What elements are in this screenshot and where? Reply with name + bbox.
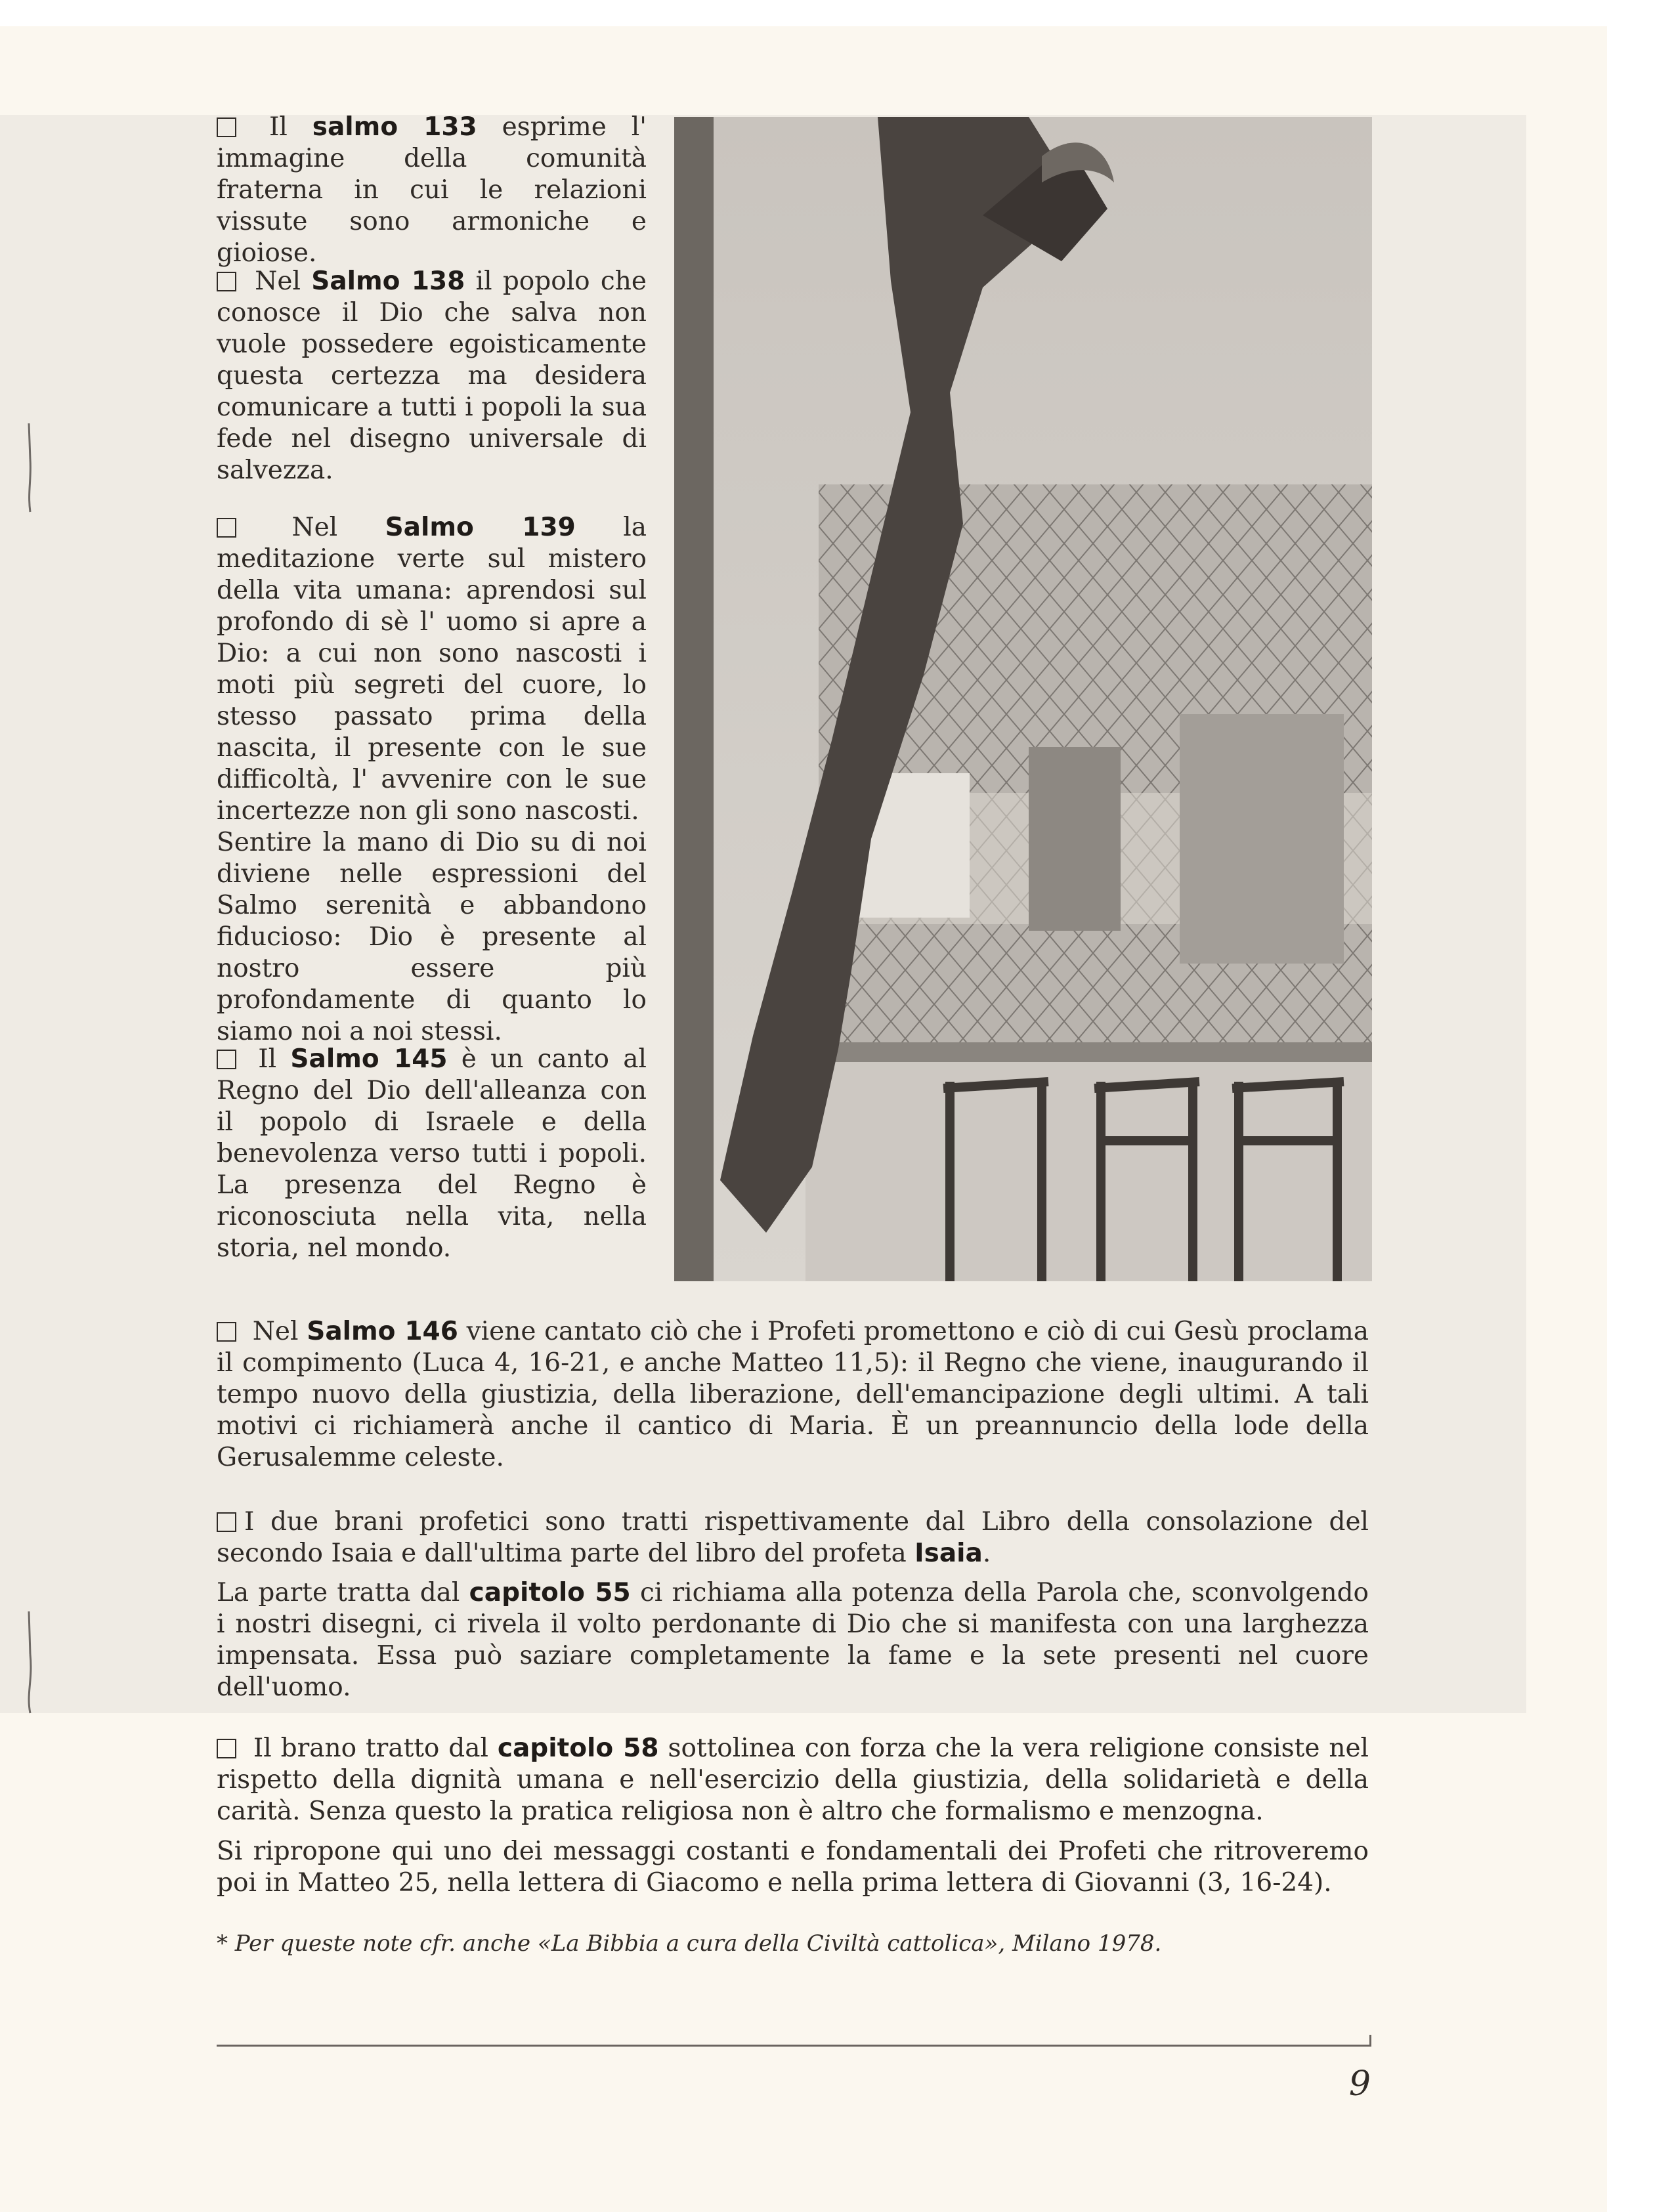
paragraph-capitolo-58: Il brano tratto dal capitolo 58 sottolinea con forza che la vera religione consiste nel rispetto della dignità umana e nell'esercizio della giustizia, della solidarietà e della carità. Senza questo la pratica religiosa non è altro che formalismo e menzogna. xyxy=(217,1733,1369,1826)
paragraph-salmo-139-continued: Sentire la mano di Dio su di noi diviene nelle espressioni del Salmo serenità e abbandono fiducioso: Dio è presente al nostro essere più profondamente di quanto lo siamo noi a noi stessi. xyxy=(217,828,647,1046)
footer-rule xyxy=(217,2045,1371,2047)
paragraph-capitolo-55: La parte tratta dal capitolo 55 ci richiama alla potenza della Parola che, sconvolgendo i nostri disegni, ci rivela il volto perdonante di Dio che si manifesta con una larghezza impensata. Essa può saziare completamente la fame e la sete presenti nel cuore dell'uomo. xyxy=(217,1578,1369,1702)
paragraph-salmo-146: Nel Salmo 146 viene cantato ciò che i Profeti promettono e ciò di cui Gesù proclama il compimento (Luca 4, 16-21, e anche Matteo 11,5): il Regno che viene, inaugurando il tempo nuovo della giustizia, della liberazione, dell'emancipazione degli ultimi. A tali motivi ci richiamerà anche il cantico di Maria. È un preannuncio della lode della Gerusalemme celeste. xyxy=(217,1317,1369,1472)
paragraph-salmo-145: Il Salmo 145 è un canto al Regno del Dio dell'alleanza con il popolo di Israele e della benevolenza verso tutti i popoli. La presenza del Regno è riconosciuta nella vita, nella storia, nel mondo. xyxy=(217,1044,647,1263)
footnote: * Per queste note cfr. anche «La Bibbia a cura della Civiltà cattolica», Milano 1978. xyxy=(217,1930,1162,1957)
footer-rule-tick xyxy=(1369,2035,1371,2047)
checkbox-icon xyxy=(217,272,236,291)
checkbox-icon xyxy=(217,1322,236,1342)
paragraph-salmo-139: Nel Salmo 139 la meditazione verte sul mistero della vita umana: aprendosi sul profondo di sè l' uomo si apre a Dio: a cui non sono nascosti i moti più segreti del cuore, lo stesso passato prima della nascita, il presente con le sue difficoltà, l' avvenire con le sue incertezze non gli sono nascosti. Sentire la mano di Dio su di noi diviene nelle espressioni del Salmo serenità e abbandono fiducioso: Dio è presente al nostro essere più profondamente di quanto lo siamo noi a noi stessi. xyxy=(217,513,647,1046)
checkbox-icon xyxy=(217,1512,236,1532)
paragraph-salmo-133: Il salmo 133 esprime l' immagine della comunità fraterna in cui le relazioni vissute sono armoniche e gioiose. xyxy=(217,112,647,268)
staple-bottom xyxy=(25,1608,33,1720)
staple-top xyxy=(25,420,33,519)
crucifix-photo xyxy=(674,117,1372,1281)
checkbox-icon xyxy=(217,518,236,538)
page-number: 9 xyxy=(1348,2064,1371,2104)
paragraph-isaia: I due brani profetici sono tratti rispettivamente dal Libro della consolazione del secondo Isaia e dall'ultima parte del libro del profeta Isaia. xyxy=(217,1507,1369,1568)
paragraph-messaggi-profeti: Si ripropone qui uno dei messaggi costanti e fondamentali dei Profeti che ritroveremo poi in Matteo 25, nella lettera di Giacomo e nella prima lettera di Giovanni (3, 16-24). xyxy=(217,1837,1369,1898)
checkbox-icon xyxy=(217,117,236,137)
checkbox-icon xyxy=(217,1739,236,1758)
paragraph-salmo-138: Nel Salmo 138 il popolo che conosce il Dio che salva non vuole possedere egoisticamente questa certezza ma desidera comunicare a tutti i popoli la sua fede nel disegno universale di salvezza. xyxy=(217,266,647,485)
checkbox-icon xyxy=(217,1050,236,1069)
